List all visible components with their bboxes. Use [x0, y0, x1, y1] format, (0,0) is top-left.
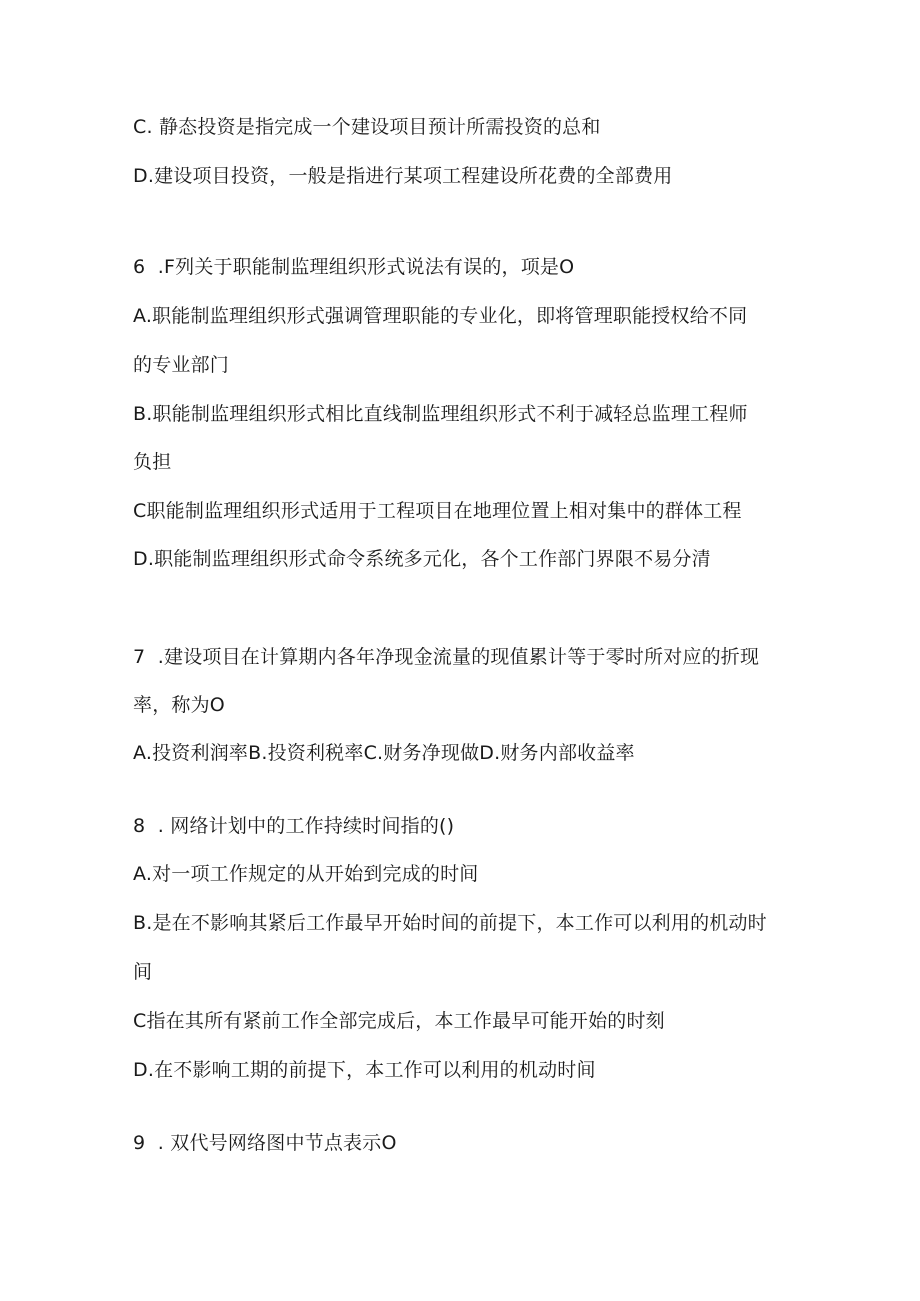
option-d-q5: D.建设项目投资，一般是指进行某项工程建设所花费的全部费用 [133, 165, 673, 187]
option-a-q6-line1: A.职能制监理组织形式强调管理职能的专业化，即将管理职能授权给不同 [133, 305, 748, 327]
option-b-q6-line2: 负担 [133, 451, 172, 473]
option-b-q6-line1: B.职能制监理组织形式相比直线制监理组织形式不利于减轻总监理工程师 [133, 403, 748, 425]
question-9: 9 . 双代号网络图中节点表示O [133, 1132, 397, 1154]
question-6: 6 .F列关于职能制监理组织形式说法有误的，项是O [133, 256, 575, 278]
option-a-q8: A.对一项工作规定的从开始到完成的时间 [133, 863, 479, 885]
option-d-q8: D.在不影响工期的前提下，本工作可以利用的机动时间 [133, 1059, 596, 1081]
option-a-q6-line2: 的专业部门 [133, 354, 230, 376]
option-b-q8-line1: B.是在不影响其紧后工作最早开始时间的前提下，本工作可以利用的机动时 [133, 912, 767, 934]
option-d-q6: D.职能制监理组织形式命令系统多元化，各个工作部门界限不易分清 [133, 548, 711, 570]
question-7-line2: 率，称为O [133, 694, 225, 716]
option-c-q5: C. 静态投资是指完成一个建设项目预计所需投资的总和 [133, 116, 601, 138]
option-b-q8-line2: 间 [133, 961, 153, 983]
question-8: 8 . 网络计划中的工作持续时间指的() [133, 815, 455, 837]
question-7-line1: 7 .建设项目在计算期内各年净现金流量的现值累计等于零时所对应的折现 [133, 646, 760, 668]
options-q7: A.投资利润率B.投资利税率C.财务净现做D.财务内部收益率 [133, 742, 635, 764]
option-c-q8: C指在其所有紧前工作全部完成后，本工作最早可能开始的时刻 [133, 1010, 665, 1032]
option-c-q6: C职能制监理组织形式适用于工程项目在地理位置上相对集中的群体工程 [133, 500, 742, 522]
